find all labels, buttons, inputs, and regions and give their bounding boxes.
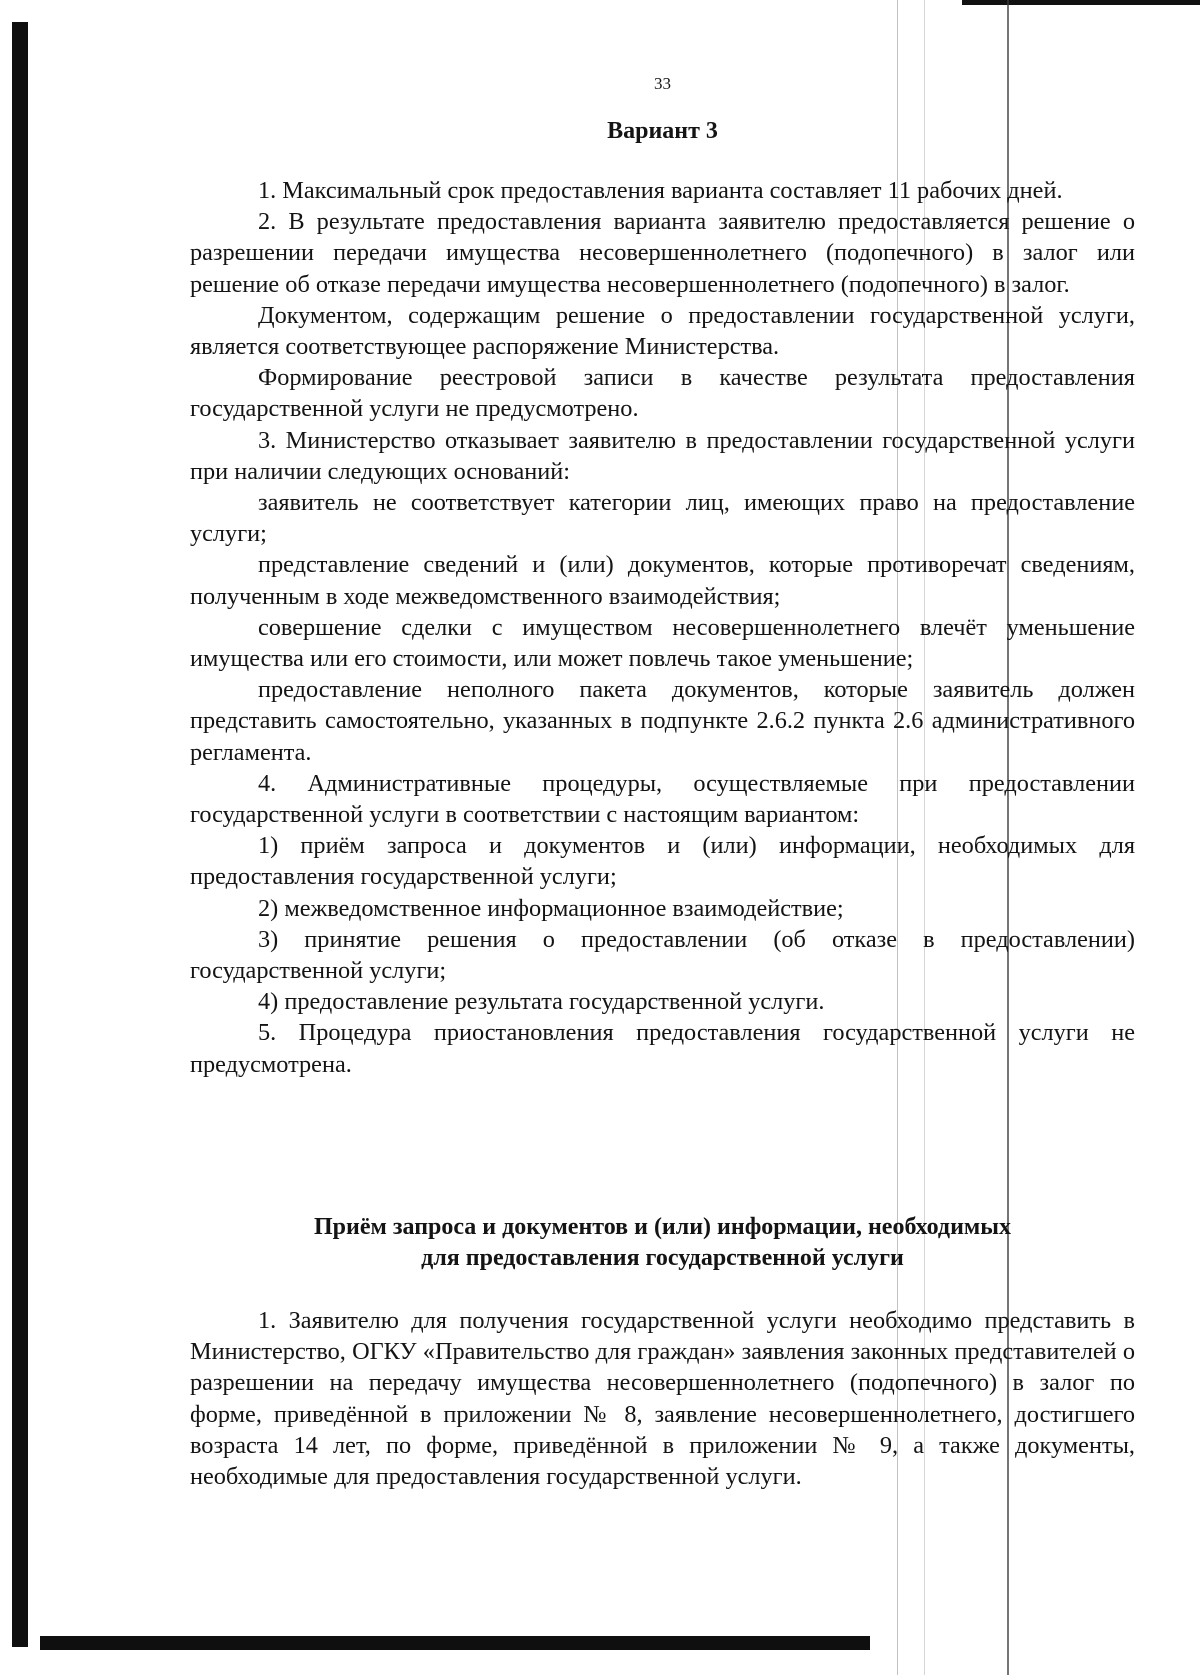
variant-heading: Вариант 3 [607,118,718,144]
paragraph: 3. Министерство отказывает заявителю в предоставлении государственной услуги при наличии следующих оснований: [190,426,1135,485]
variant-body [190,175,1135,1080]
paragraph: 4. Административные процедуры, осуществляемые при предоставлении государственной услуги в соответствии с настоящим вариантом: [190,769,1135,829]
section-body [190,1305,1135,1492]
paragraph: предоставление неполного пакета документов, которые заявитель должен представить самостоятельно, указанных в подпункте 2.6.2 пункта 2.6 административного регламента. [190,676,1135,766]
paragraph: Документом, содержащим решение о предоставлении государственной услуги, является соответствующее распоряжение Министерства. [190,301,1135,361]
paragraph: 5. Процедура приостановления предоставления государственной услуги не предусмотрена. [190,1019,1135,1078]
scan-edge-left [12,22,28,1647]
paragraph: представление сведений и (или) документов, которые противоречат сведениям, полученным в ходе межведомственного взаимодействия; [190,551,1135,610]
paragraph: заявитель не соответствует категории лиц, имеющих право на предоставление услуги; [190,489,1135,548]
paragraph: 3) принятие решения о предоставлении (об отказе в предоставлении) государственной услуги; [190,925,1135,985]
page-number: 33 [654,74,671,93]
paragraph: 2. В результате предоставления варианта заявителю предоставляется решение о разрешении передачи имущества несовершеннолетнего (подопечного) в залог или решение об отказе передачи имущества несовершеннолетнего (подопечного) в залог. [190,208,1135,298]
paragraph: 1. Заявителю для получения государственной услуги необходимо представить в Министерство, ОГКУ «Правительство для граждан» заявления законных представителей о разрешении на передачу имущества несовершеннолетнего (подопечного) в залог по форме, приведённой в приложении № 8, заявление несовершеннолетнего, достигшего возраста 14 лет, по форме, приведённой в приложении № 9, а также документы, необходимые для предоставления государственной услуги. [190,1307,1135,1491]
section-title-line: Приём запроса и документов и (или) информации, необходимых [314,1214,1011,1240]
paragraph: совершение сделки с имуществом несовершеннолетнего влечёт уменьшение имущества или его стоимости, или может повлечь такое уменьшение; [190,613,1135,673]
scan-edge-bottom [40,1636,870,1650]
scan-edge-top [962,0,1200,5]
section-title-line: для предоставления государственной услуги [421,1245,904,1271]
paragraph: Формирование реестровой записи в качестве результата предоставления государственной услуги не предусмотрено. [190,364,1135,423]
paragraph: 1) приём запроса и документов и (или) информации, необходимых для предоставления государственной услуги; [190,832,1135,891]
paragraph: 4) предоставление результата государственной услуги. [258,988,825,1016]
paragraph: 1. Максимальный срок предоставления варианта составляет 11 рабочих дней. [258,177,1063,204]
paragraph: 2) межведомственное информационное взаимодействие; [258,894,844,922]
section-title [190,1212,1135,1274]
